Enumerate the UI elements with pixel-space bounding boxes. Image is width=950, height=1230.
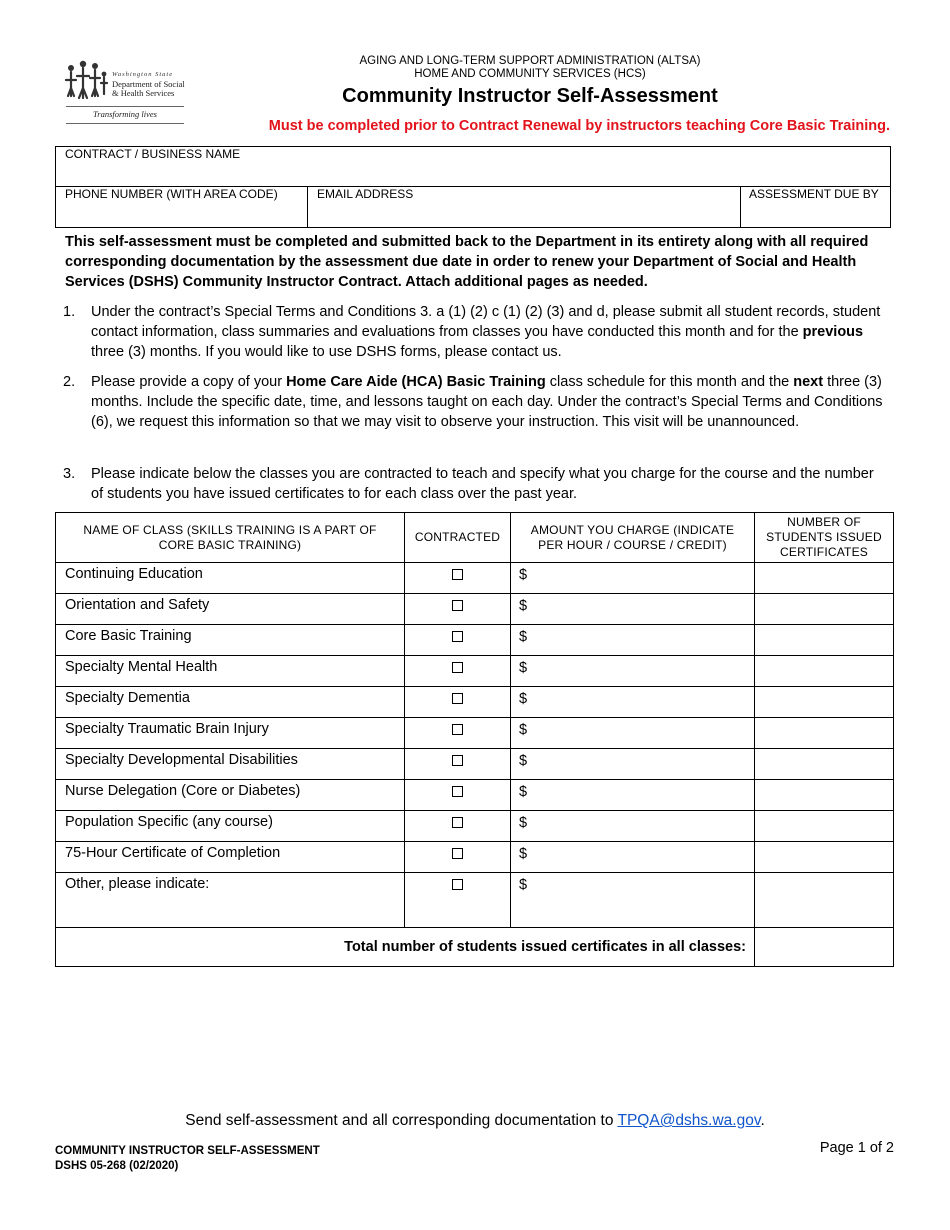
emphasis: previous [802, 324, 864, 340]
students-input[interactable] [755, 594, 894, 625]
col-header-contracted: CONTRACTED [405, 513, 511, 563]
currency-symbol: $ [519, 598, 528, 614]
table-row [56, 780, 894, 811]
phone-label: PHONE NUMBER (WITH AREA CODE) [65, 187, 278, 201]
submission-instructions: Send self-assessment and all corresponding documentation to TPQA@dshs.wa.gov. [185, 1112, 765, 1129]
contracted-cell [405, 873, 511, 928]
contracted-cell [405, 563, 511, 594]
amount-input[interactable] [511, 873, 755, 928]
list-number: 3. [63, 466, 76, 482]
contracted-checkbox[interactable] [452, 662, 463, 673]
students-input[interactable] [755, 656, 894, 687]
list-number: 2. [63, 374, 76, 390]
table-row [56, 594, 894, 625]
class-name: Nurse Delegation (Core or Diabetes) [56, 780, 405, 811]
contracted-checkbox[interactable] [452, 848, 463, 859]
class-name: Specialty Dementia [56, 687, 405, 718]
class-name: Specialty Developmental Disabilities [56, 749, 405, 780]
students-input[interactable] [755, 842, 894, 873]
col-header-students: NUMBER OF STUDENTS ISSUED CERTIFICATES [755, 513, 894, 563]
classes-table [55, 512, 894, 967]
class-name: Specialty Mental Health [56, 656, 405, 687]
currency-symbol: $ [519, 567, 528, 583]
email-label: EMAIL ADDRESS [317, 187, 414, 201]
amount-input[interactable] [511, 811, 755, 842]
logo-state: Washington State [112, 71, 174, 78]
contracted-cell [405, 780, 511, 811]
contracted-cell [405, 656, 511, 687]
col-header-amount: AMOUNT YOU CHARGE (INDICATE PER HOUR / COURSE / CREDIT) [511, 513, 755, 563]
contracted-checkbox[interactable] [452, 755, 463, 766]
logo-department: Department of Social & Health Services [112, 79, 185, 98]
table-row [56, 625, 894, 656]
table-row [56, 718, 894, 749]
total-label: Total number of students issued certificates in all classes: [56, 928, 755, 967]
col-header-class: NAME OF CLASS (SKILLS TRAINING IS A PART OF CORE BASIC TRAINING) [56, 513, 405, 563]
contracted-cell [405, 811, 511, 842]
class-name: Other, please indicate: [56, 873, 405, 928]
emphasis: Home Care Aide (HCA) Basic Training [286, 374, 546, 390]
class-name: Core Basic Training [56, 625, 405, 656]
total-input[interactable] [755, 928, 894, 967]
contracted-checkbox[interactable] [452, 879, 463, 890]
contracted-checkbox[interactable] [452, 693, 463, 704]
class-name: Orientation and Safety [56, 594, 405, 625]
contract-name-label: CONTRACT / BUSINESS NAME [65, 147, 241, 161]
admin-line-1: AGING AND LONG-TERM SUPPORT ADMINISTRATION (ALTSA) [359, 55, 701, 67]
contracted-checkbox[interactable] [452, 631, 463, 642]
currency-symbol: $ [519, 877, 528, 893]
contracted-cell [405, 842, 511, 873]
contracted-checkbox[interactable] [452, 600, 463, 611]
amount-input[interactable] [511, 749, 755, 780]
renewal-warning: Must be completed prior to Contract Renewal by instructors teaching Core Basic Training. [268, 118, 890, 134]
admin-line-2: HOME AND COMMUNITY SERVICES (HCS) [414, 68, 646, 80]
amount-input[interactable] [511, 842, 755, 873]
currency-symbol: $ [519, 815, 528, 831]
page-title: Community Instructor Self-Assessment [342, 85, 718, 107]
administration-heading [330, 55, 730, 81]
table-row [56, 749, 894, 780]
amount-input[interactable] [511, 563, 755, 594]
currency-symbol: $ [519, 629, 528, 645]
contracted-checkbox[interactable] [452, 786, 463, 797]
logo-divider-bottom [66, 123, 184, 124]
amount-input[interactable] [511, 780, 755, 811]
class-name: 75-Hour Certificate of Completion [56, 842, 405, 873]
amount-input[interactable] [511, 625, 755, 656]
contracted-checkbox[interactable] [452, 817, 463, 828]
emphasis: next [793, 374, 824, 390]
table-row [56, 873, 894, 928]
students-input[interactable] [755, 563, 894, 594]
class-name: Continuing Education [56, 563, 405, 594]
students-input[interactable] [755, 780, 894, 811]
contract-name-field[interactable] [56, 147, 890, 187]
table-row [56, 842, 894, 873]
contracted-cell [405, 625, 511, 656]
amount-input[interactable] [511, 687, 755, 718]
table-row [56, 563, 894, 594]
table-row [56, 687, 894, 718]
form-footer [55, 1144, 320, 1174]
total-row [56, 928, 894, 967]
students-input[interactable] [755, 811, 894, 842]
contracted-cell [405, 749, 511, 780]
class-name: Specialty Traumatic Brain Injury [56, 718, 405, 749]
form-title: COMMUNITY INSTRUCTOR SELF-ASSESSMENT [55, 1145, 320, 1157]
table-header-row [56, 513, 894, 563]
table-row [56, 656, 894, 687]
dshs-logo [62, 58, 187, 128]
email-link[interactable]: TPQA@dshs.wa.gov [617, 1112, 761, 1129]
currency-symbol: $ [519, 722, 528, 738]
logo-divider [66, 106, 184, 107]
currency-symbol: $ [519, 691, 528, 707]
contact-info-box [55, 146, 891, 228]
contracted-checkbox[interactable] [452, 724, 463, 735]
form-number: DSHS 05-268 (02/2020) [55, 1160, 179, 1172]
table-row [56, 811, 894, 842]
currency-symbol: $ [519, 660, 528, 676]
due-date-label: ASSESSMENT DUE BY [749, 187, 879, 201]
dshs-figures-icon [62, 58, 110, 104]
field-divider [307, 187, 308, 228]
contracted-cell [405, 687, 511, 718]
students-input[interactable] [755, 687, 894, 718]
currency-symbol: $ [519, 846, 528, 862]
currency-symbol: $ [519, 753, 528, 769]
page-number: Page 1 of 2 [819, 1140, 894, 1156]
field-divider [740, 187, 741, 228]
intro-paragraph: This self-assessment must be completed and submitted back to the Department in its entirety along with all required corresponding documentation by the assessment due date in order to renew your Department of Social and Health Services (DSHS) Community Instructor Contract. Attach additional pages as needed. [65, 234, 869, 290]
amount-input[interactable] [511, 656, 755, 687]
students-input[interactable] [755, 718, 894, 749]
list-number: 1. [63, 304, 76, 320]
contracted-checkbox[interactable] [452, 569, 463, 580]
class-name: Population Specific (any course) [56, 811, 405, 842]
students-input[interactable] [755, 873, 894, 928]
logo-tagline: Transforming lives [93, 109, 157, 119]
amount-input[interactable] [511, 594, 755, 625]
students-input[interactable] [755, 625, 894, 656]
amount-input[interactable] [511, 718, 755, 749]
contracted-cell [405, 594, 511, 625]
currency-symbol: $ [519, 784, 528, 800]
contracted-cell [405, 718, 511, 749]
students-input[interactable] [755, 749, 894, 780]
